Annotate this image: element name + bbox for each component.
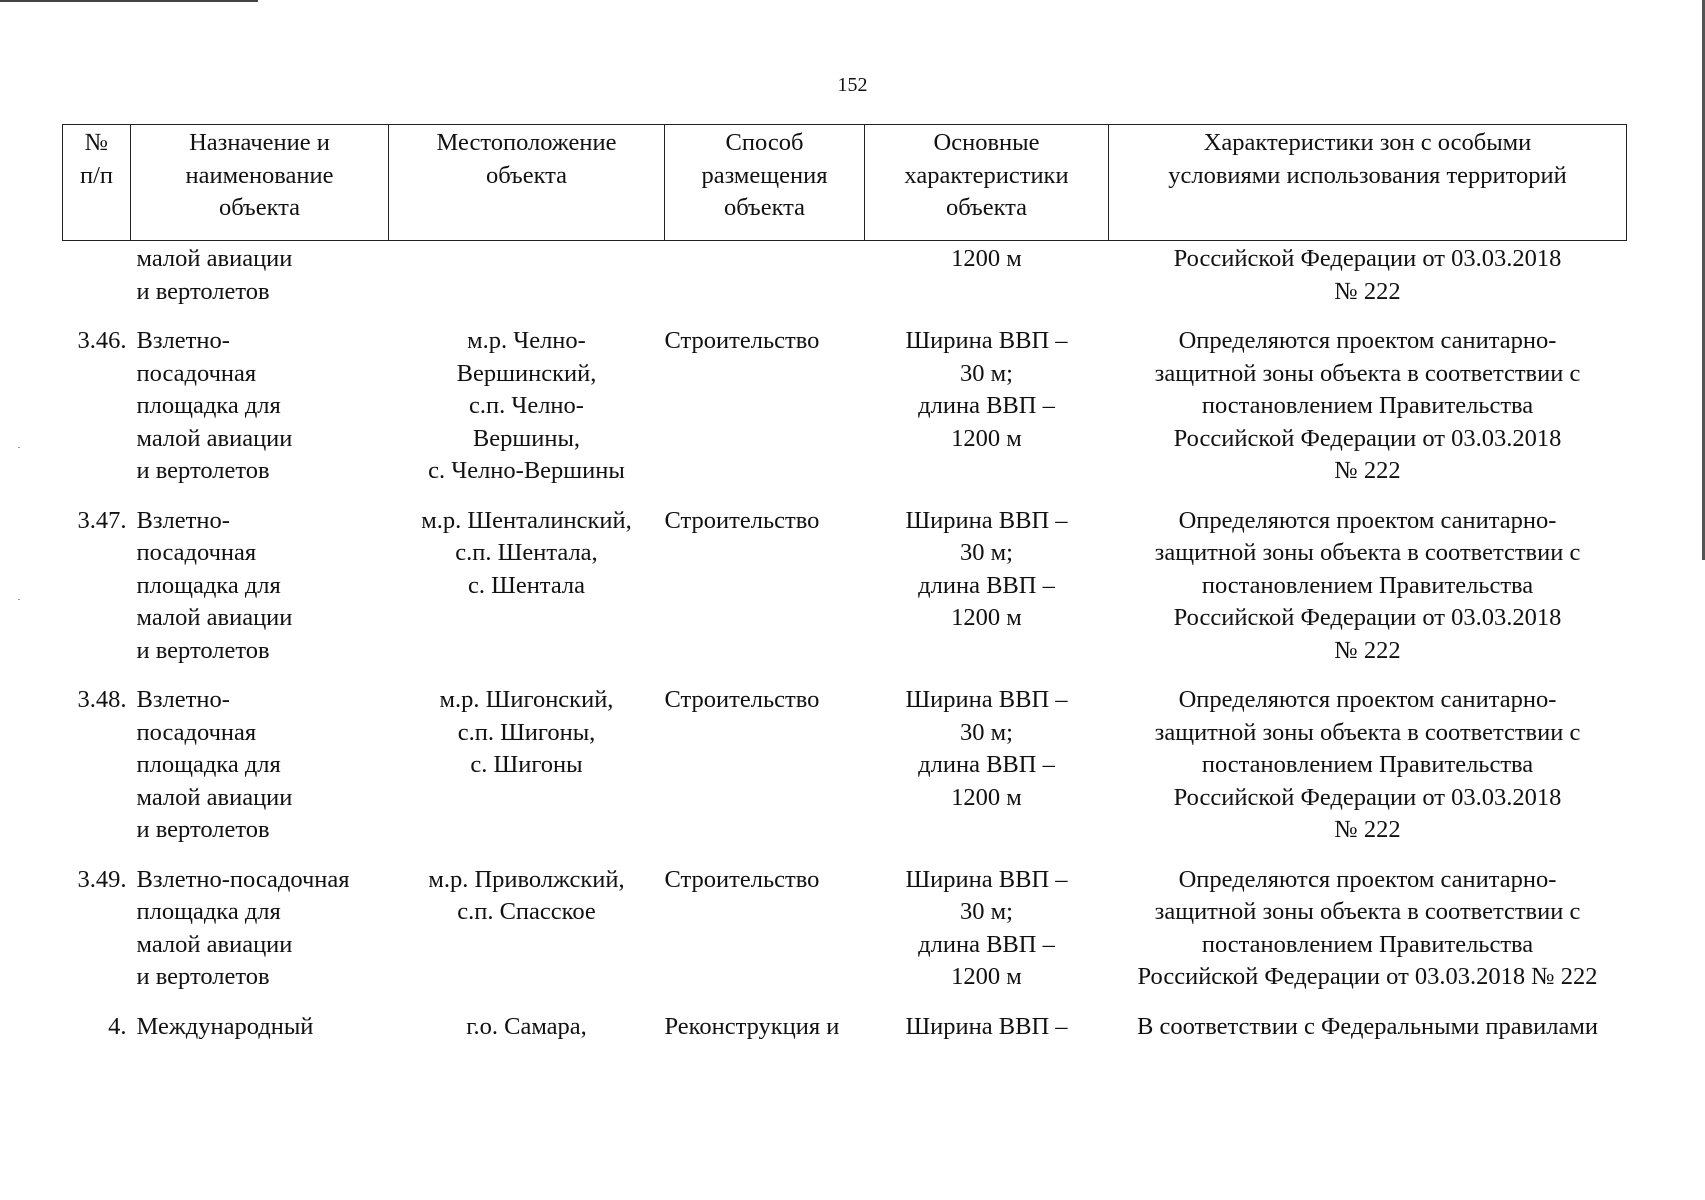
cell-line: с.п. Спасское [457, 898, 596, 925]
cell-line: постановлением Правительства [1201, 751, 1534, 778]
cell-main-characteristics [865, 1011, 1109, 1061]
cell-line: и вертолетов [136, 277, 270, 305]
cell-line: Российской Федерации от 03.03.2018 [1173, 424, 1562, 452]
cell-line: постановлением Правительства [1201, 930, 1534, 958]
header-line: объекта [723, 194, 806, 221]
cell-line: посадочная [136, 718, 257, 746]
cell-line: 30 м; [960, 359, 1013, 387]
cell-line: № 222 [1334, 816, 1401, 843]
table-row [63, 325, 1627, 505]
cell-line: 1200 м [951, 963, 1022, 990]
cell-line: Строительство [664, 865, 820, 893]
header-line: объекта [945, 194, 1028, 221]
cell-location [389, 684, 665, 864]
cell-line: г.о. Самара, [466, 1012, 587, 1040]
header-line: наименование [185, 161, 334, 189]
cell-line: 1200 м [951, 604, 1022, 631]
cell-line: длина ВВП – [918, 930, 1055, 958]
cell-name [131, 505, 389, 685]
cell-line: малой авиации [136, 604, 293, 631]
cell-line: В соответствии с Федеральными правилами [1137, 1012, 1598, 1040]
cell-name [131, 1011, 389, 1061]
cell-line: посадочная [136, 359, 257, 387]
cell-line: Взлетно- [136, 327, 230, 354]
header-line: объекта [485, 161, 568, 189]
cell-number [63, 1011, 131, 1061]
cell-line: с.п. Шигоны, [457, 718, 596, 746]
header-line: условиями использования территорий [1168, 161, 1567, 189]
cell-line: малой авиации [136, 930, 293, 958]
cell-main-characteristics [865, 505, 1109, 685]
cell-line: защитной зоны объекта в соответствии с [1154, 898, 1581, 925]
cell-zone-characteristics [1109, 684, 1627, 864]
cell-line: Строительство [664, 327, 820, 354]
cell-line: Взлетно- [136, 506, 230, 534]
cell-line: 3.47. [77, 506, 127, 534]
cell-main-characteristics [865, 241, 1109, 326]
cell-line: Российской Федерации от 03.03.2018 [1173, 245, 1562, 272]
table-body [63, 241, 1627, 1061]
cell-line: № 222 [1334, 277, 1401, 305]
header-line: Основные [933, 129, 1040, 156]
cell-line: Российской Федерации от 03.03.2018 № 222 [1137, 963, 1598, 990]
cell-line: Строительство [664, 506, 820, 534]
header-line: № [84, 129, 109, 156]
cell-name [131, 325, 389, 505]
cell-method [665, 505, 865, 685]
cell-line: площадка для [136, 392, 281, 419]
cell-location [389, 864, 665, 1011]
cell-line: Ширина ВВП – [905, 1012, 1068, 1040]
cell-line: посадочная [136, 539, 257, 566]
cell-number [63, 325, 131, 505]
cell-line: постановлением Правительства [1201, 571, 1534, 599]
cell-line: длина ВВП – [918, 392, 1055, 419]
header-line: Назначение и [189, 129, 330, 156]
header-line: Характеристики зон с особыми [1203, 129, 1532, 156]
cell-line: площадка для [136, 898, 281, 925]
cell-main-characteristics [865, 325, 1109, 505]
table-row [63, 505, 1627, 685]
header-line: Местоположение [436, 129, 617, 156]
cell-line: малой авиации [136, 424, 293, 452]
cell-line: Строительство [664, 686, 820, 713]
header-line: размещения [701, 161, 828, 189]
cell-line: Международный [136, 1012, 314, 1040]
cell-line: длина ВВП – [918, 571, 1055, 599]
cell-line: с. Шентала [467, 571, 586, 599]
cell-line: м.р. Шенталинский, [421, 506, 632, 534]
cell-line: № 222 [1334, 636, 1401, 664]
cell-zone-characteristics [1109, 1011, 1627, 1061]
cell-zone-characteristics [1109, 505, 1627, 685]
cell-zone-characteristics [1109, 241, 1627, 326]
cell-line: 1200 м [951, 245, 1022, 272]
cell-zone-characteristics [1109, 864, 1627, 1011]
cell-line: 30 м; [960, 718, 1013, 746]
cell-main-characteristics [865, 684, 1109, 864]
table-row [63, 241, 1627, 326]
cell-line: площадка для [136, 571, 281, 599]
cell-line: с.п. Шентала, [455, 539, 598, 566]
cell-main-characteristics [865, 864, 1109, 1011]
cell-line: Ширина ВВП – [905, 506, 1068, 534]
cell-line: малой авиации [136, 783, 293, 811]
header-cell-main-characteristics [865, 125, 1109, 241]
cell-zone-characteristics [1109, 325, 1627, 505]
cell-line: 3.49. [77, 865, 127, 893]
cell-line: Ширина ВВП – [905, 686, 1068, 713]
header-cell-method [665, 125, 865, 241]
cell-line: Ширина ВВП – [905, 865, 1068, 893]
cell-line: 3.46. [77, 327, 127, 354]
cell-method [665, 1011, 865, 1061]
table-row [63, 684, 1627, 864]
cell-line: длина ВВП – [918, 751, 1055, 778]
cell-location [389, 325, 665, 505]
cell-line: защитной зоны объекта в соответствии с [1154, 718, 1581, 746]
cell-line: защитной зоны объекта в соответствии с [1154, 539, 1581, 566]
cell-line: с.п. Челно- [469, 392, 584, 419]
cell-method [665, 241, 865, 326]
cell-line: и вертолетов [136, 457, 270, 484]
cell-name [131, 241, 389, 326]
cell-line: 30 м; [960, 539, 1013, 566]
cell-name [131, 864, 389, 1011]
scan-artifact-dot [18, 447, 20, 448]
cell-line: с. Челно-Вершины [428, 457, 625, 484]
header-line: п/п [79, 161, 114, 189]
cell-line: Определяются проектом санитарно- [1178, 686, 1557, 713]
page-number: 152 [837, 74, 868, 96]
cell-line: и вертолетов [136, 816, 270, 843]
header-line: объекта [218, 194, 301, 221]
cell-location [389, 241, 665, 326]
cell-line: Взлетно- [136, 686, 230, 713]
cell-line: Взлетно-посадочная [136, 865, 350, 893]
cell-method [665, 684, 865, 864]
header-line: Способ [725, 129, 804, 156]
cell-line: 30 м; [960, 898, 1013, 925]
cell-line: Российской Федерации от 03.03.2018 [1173, 604, 1562, 631]
cell-line: малой авиации [136, 245, 293, 272]
cell-line: Определяются проектом санитарно- [1178, 327, 1557, 354]
cell-line: Определяются проектом санитарно- [1178, 865, 1557, 893]
cell-number [63, 684, 131, 864]
cell-line: постановлением Правительства [1201, 392, 1534, 419]
cell-line: Реконструкция и [664, 1012, 840, 1040]
header-cell-location [389, 125, 665, 241]
cell-line: и вертолетов [136, 636, 270, 664]
table-row [63, 864, 1627, 1011]
scan-artifact-dot [18, 599, 20, 600]
cell-line: м.р. Челно- [467, 327, 586, 354]
table-header-row [63, 125, 1627, 241]
cell-line: 3.48. [77, 686, 127, 713]
cell-line: Вершинский, [456, 359, 597, 387]
cell-number [63, 864, 131, 1011]
cell-number [63, 241, 131, 326]
cell-number [63, 505, 131, 685]
header-cell-zone-characteristics [1109, 125, 1627, 241]
cell-method [665, 864, 865, 1011]
cell-name [131, 684, 389, 864]
cell-line: и вертолетов [136, 963, 270, 990]
cell-line: Ширина ВВП – [905, 327, 1068, 354]
cell-method [665, 325, 865, 505]
header-cell-name [131, 125, 389, 241]
cell-line: Российской Федерации от 03.03.2018 [1173, 783, 1562, 811]
cell-line: м.р. Шигонский, [439, 686, 614, 713]
cell-line: м.р. Приволжский, [428, 865, 625, 893]
cell-line: с. Шигоны [470, 751, 583, 778]
cell-line: 4. [108, 1012, 127, 1040]
objects-table [62, 124, 1627, 1060]
cell-line: защитной зоны объекта в соответствии с [1154, 359, 1581, 387]
cell-line: Определяются проектом санитарно- [1178, 506, 1557, 534]
cell-line: 1200 м [951, 424, 1022, 452]
cell-line: № 222 [1334, 457, 1401, 484]
cell-location [389, 1011, 665, 1061]
scan-artifact-line [0, 0, 258, 2]
header-cell-number [63, 125, 131, 241]
cell-line: Вершины, [472, 424, 581, 452]
cell-line: 1200 м [951, 783, 1022, 811]
header-line: характеристики [904, 161, 1069, 189]
table-row [63, 1011, 1627, 1061]
cell-location [389, 505, 665, 685]
cell-line: площадка для [136, 751, 281, 778]
